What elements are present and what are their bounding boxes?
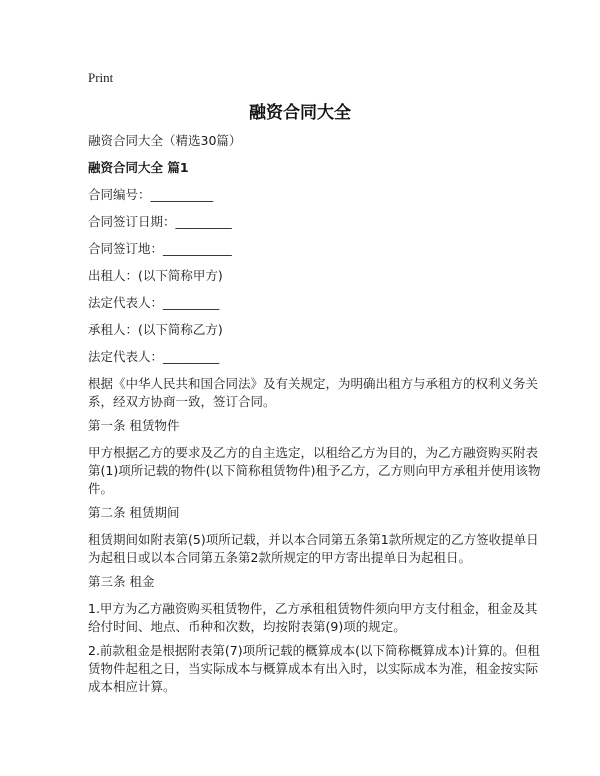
field-sign-date: 合同签订日期：_________ [88, 214, 232, 229]
field-sign-place: 合同签订地：___________ [88, 241, 232, 256]
document-subtitle: 融资合同大全（精选30篇） [88, 133, 242, 148]
article1-heading: 第一条 租赁物件 [88, 418, 180, 433]
article3-item1-line: 给付时间、地点、币种和次数，均按附表第(9)项的规定。 [88, 619, 406, 634]
document-title: 融资合同大全 [249, 103, 351, 123]
article3-item2 [88, 642, 540, 696]
intro-line: 系，经双方协商一致，签订合同。 [88, 394, 276, 409]
article2-heading: 第二条 租赁期间 [88, 505, 180, 520]
article1-paragraph [88, 444, 541, 498]
print-label[interactable]: Print [88, 70, 114, 85]
article3-item1 [88, 600, 538, 636]
field-lessor-representative: 法定代表人：_________ [88, 295, 220, 310]
article3-item2-line: 2.前款租金是根据附表第(7)项所记载的概算成本(以下简称概算成本)计算的。但租 [88, 643, 540, 658]
section-heading: 融资合同大全 篇1 [88, 160, 189, 175]
article3-heading: 第三条 租金 [88, 574, 155, 589]
article1-line: 第(1)项所记载的物件(以下简称租赁物件)租予乙方，乙方则向甲方承租并使用该物 [88, 463, 541, 478]
article2-paragraph [88, 531, 539, 567]
field-contract-number: 合同编号：__________ [88, 187, 214, 202]
field-lessor: 出租人：(以下简称甲方) [88, 268, 223, 283]
field-lessee: 承租人：(以下简称乙方) [88, 322, 223, 337]
article3-item2-line: 成本相应计算。 [88, 679, 176, 694]
article1-line: 件。 [88, 481, 114, 496]
article3-item2-line: 赁物件起租之日，当实际成本与概算成本有出入时，以实际成本为准，租金按实际 [88, 661, 539, 676]
intro-paragraph [88, 375, 539, 411]
intro-line: 根据《中华人民共和国合同法》及有关规定，为明确出租方与承租方的权利义务关 [88, 376, 539, 391]
article2-line: 租赁期间如附表第(5)项所记载，并以本合同第五条第1款所规定的乙方签收提单日 [88, 532, 539, 547]
article3-item1-line: 1.甲方为乙方融资购买租赁物件，乙方承租租赁物件须向甲方支付租金，租金及其 [88, 601, 538, 616]
field-lessee-representative: 法定代表人：_________ [88, 349, 220, 364]
article1-line: 甲方根据乙方的要求及乙方的自主选定，以租给乙方为目的，为乙方融资购买附表 [88, 445, 539, 460]
article2-line: 为起租日或以本合同第五条第2款所规定的甲方寄出提单日为起租日。 [88, 550, 471, 565]
